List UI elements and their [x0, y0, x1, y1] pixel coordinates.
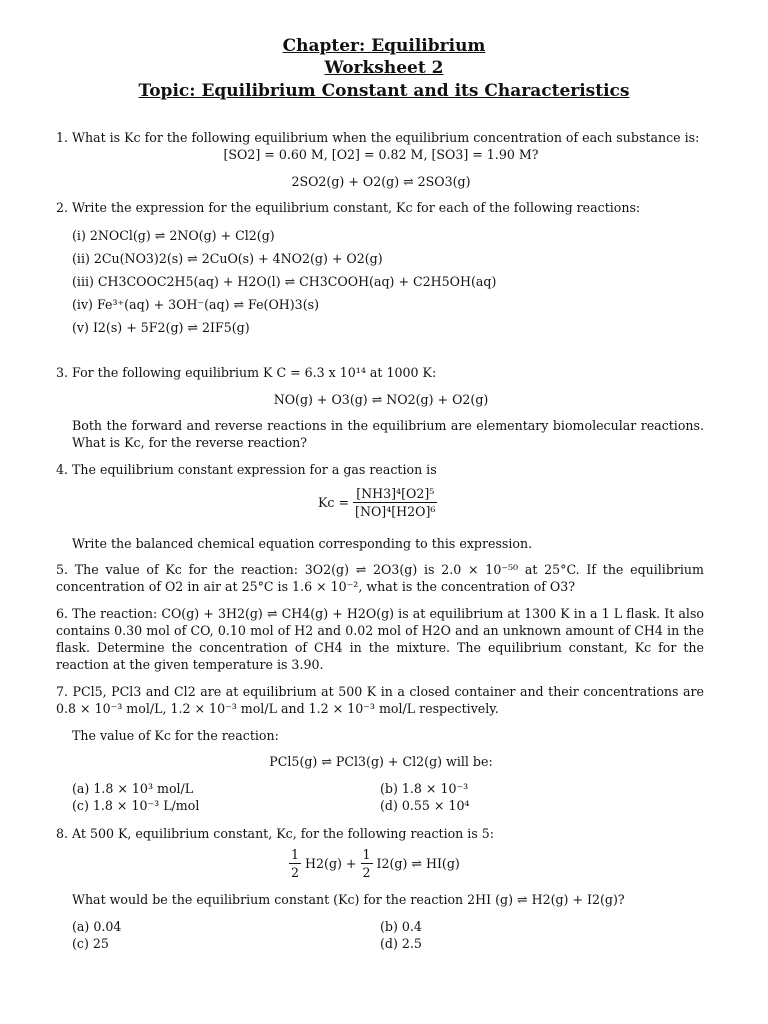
q7-text: 7. PCl5, PCl3 and Cl2 are at equilibrium at 500 K in a closed container and their concentrations are 0.8 × 10⁻³ mol/L, 1.2 × 10⁻³ mol/L and 1.2 × 10⁻³ mol/L respectively.: [56, 684, 704, 716]
q8-half-num: 1: [291, 847, 300, 862]
q4-kc-expression: [318, 486, 437, 519]
q8-option-b: (b) 0.4: [380, 919, 422, 934]
q7-option-d: (d) 0.55 × 10⁴: [380, 798, 470, 813]
q8-half-fraction: [289, 847, 301, 880]
q4-fraction: [353, 486, 437, 519]
q2-intro: 2. Write the expression for the equilibrium constant, Kc for each of the following reactions:: [56, 200, 641, 215]
q8-half-fraction: [361, 847, 373, 880]
q2-item: (v) I2(s) + 5F2(g) ⇌ 2IF5(g): [72, 320, 250, 335]
q8-option-c: (c) 25: [72, 936, 109, 951]
q4-intro: 4. The equilibrium constant expression for a gas reaction is: [56, 462, 437, 477]
q8-half-den: 2: [362, 865, 371, 880]
q4-numerator: [NH3]⁴[O2]⁵: [353, 486, 437, 503]
q4-kc-label: Kc =: [318, 495, 350, 510]
q4-denominator: [NO]⁴[H2O]⁶: [355, 504, 436, 519]
q4-body: Write the balanced chemical equation corresponding to this expression.: [72, 536, 533, 551]
q8-term1: H2(g) +: [305, 856, 357, 871]
q8-question: What would be the equilibrium constant (Kc) for the reaction 2HI (g) ⇌ H2(g) + I2(g)?: [72, 892, 625, 907]
q6-text: 6. The reaction: CO(g) + 3H2(g) ⇌ CH4(g) + H2O(g) is at equilibrium at 1300 K in a 1 L flask. It also contains 0.30 mol of CO, 0.10 mol of H2 and 0.02 mol of H2O and an unknown amount of CH4 in the flask. Determine the concentration of CH4 in the mixture. The equilibrium constant, Kc for the reaction at the given temperature is 3.90.: [56, 606, 704, 672]
q8-intro: 8. At 500 K, equilibrium constant, Kc, for the following reaction is 5:: [56, 826, 495, 841]
q3-equation: NO(g) + O3(g) ⇌ NO2(g) + O2(g): [273, 392, 489, 407]
q7-equation: PCl5(g) ⇌ PCl3(g) + Cl2(g) will be:: [269, 754, 493, 769]
q8-half-num: 1: [362, 847, 371, 862]
q1-line1: 1. What is Kc for the following equilibrium when the equilibrium concentration of each substance is:: [56, 130, 700, 145]
q2-item: (iv) Fe³⁺(aq) + 3OH⁻(aq) ⇌ Fe(OH)3(s): [72, 297, 319, 312]
q7-prompt: The value of Kc for the reaction:: [72, 728, 279, 743]
q7-option-c: (c) 1.8 × 10⁻³ L/mol: [72, 798, 200, 813]
q2-item: (iii) CH3COOC2H5(aq) + H2O(l) ⇌ CH3COOH(aq) + C2H5OH(aq): [72, 274, 497, 289]
chapter-title: Chapter: Equilibrium: [282, 36, 486, 56]
q8-option-d: (d) 2.5: [380, 936, 422, 951]
q5-text: 5. The value of Kc for the reaction: 3O2(g) ⇌ 2O3(g) is 2.0 × 10⁻⁵⁰ at 25°C. If the equilibrium concentration of O2 in air at 25°C is 1.6 × 10⁻², what is the concentration of O3?: [56, 562, 704, 594]
q3-intro: 3. For the following equilibrium K C = 6.3 x 10¹⁴ at 1000 K:: [56, 365, 437, 380]
q8-half-den: 2: [291, 865, 300, 880]
q1-equation: 2SO2(g) + O2(g) ⇌ 2SO3(g): [291, 174, 471, 189]
q8-term2: I2(g) ⇌ HI(g): [376, 856, 460, 871]
q3-body: Both the forward and reverse reactions in the equilibrium are elementary biomolecular reactions. What is Kc, for the reverse reaction?: [72, 418, 704, 450]
worksheet-title: Worksheet 2: [324, 58, 444, 78]
q7-option-b: (b) 1.8 × 10⁻³: [380, 781, 469, 796]
q1-line2: [SO2] = 0.60 M, [O2] = 0.82 M, [SO3] = 1.90 M?: [223, 147, 539, 162]
q8-option-a: (a) 0.04: [72, 919, 122, 934]
q7-option-a: (a) 1.8 × 10³ mol/L: [72, 781, 194, 796]
q2-item: (i) 2NOCl(g) ⇌ 2NO(g) + Cl2(g): [72, 228, 275, 243]
topic-title: Topic: Equilibrium Constant and its Characteristics: [138, 81, 630, 101]
q8-equation: [289, 847, 460, 880]
q2-item: (ii) 2Cu(NO3)2(s) ⇌ 2CuO(s) + 4NO2(g) + O2(g): [72, 251, 383, 266]
